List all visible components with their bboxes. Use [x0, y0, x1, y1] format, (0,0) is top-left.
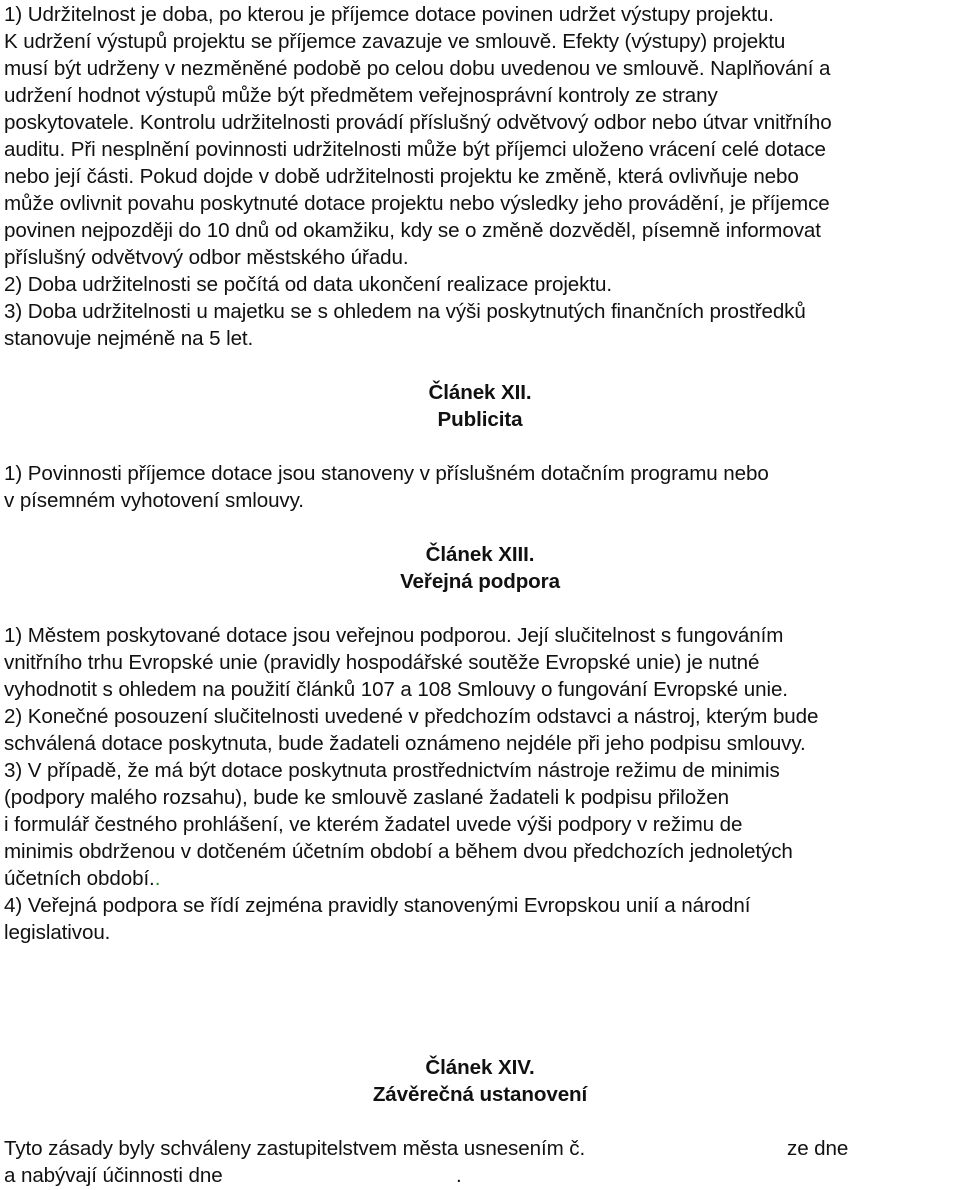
- article-heading: Článek XIV.: [425, 1056, 535, 1079]
- paragraph-line: příslušný odvětvový odbor městského úřadu.: [4, 246, 409, 269]
- approval-line-text: Tyto zásady byly schváleny zastupitelstvem města usnesením č.: [4, 1137, 586, 1160]
- paragraph-line: 3) Doba udržitelnosti u majetku se s ohledem na výši poskytnutých finančních prostředků: [4, 300, 806, 323]
- paragraph-line: povinen nejpozději do 10 dnů od okamžiku, kdy se o změně dozvěděl, písemně informovat: [4, 219, 821, 242]
- effective-line-dot: .: [456, 1164, 462, 1187]
- paragraph-line: poskytovatele. Kontrolu udržitelnosti provádí příslušný odvětvový odbor nebo útvar vnitřního: [4, 111, 832, 134]
- paragraph-line: v písemném vyhotovení smlouvy.: [4, 489, 304, 512]
- paragraph-line: i formulář čestného prohlášení, ve kterém žadatel uvede výši podpory v režimu de: [4, 813, 743, 836]
- paragraph-line: nebo její části. Pokud dojde v době udržitelnosti projektu ke změně, která ovlivňuje nebo: [4, 165, 799, 188]
- paragraph-line: může ovlivnit povahu poskytnuté dotace projektu nebo výsledky jeho provádění, je příjemce: [4, 192, 830, 215]
- paragraph-line: 2) Konečné posouzení slučitelnosti uvedené v předchozím odstavci a nástroj, kterým bude: [4, 705, 819, 728]
- paragraph-line: 2) Doba udržitelnosti se počítá od data ukončení realizace projektu.: [4, 273, 612, 296]
- paragraph-line: 4) Veřejná podpora se řídí zejména pravidly stanovenými Evropskou unií a národní: [4, 894, 751, 917]
- approval-date-label: ze dne: [787, 1137, 849, 1160]
- paragraph-line: 3) V případě, že má být dotace poskytnuta prostřednictvím nástroje režimu de minimis: [4, 759, 780, 782]
- document-page: [4, 0, 958, 1190]
- paragraph-line: 1) Povinnosti příjemce dotace jsou stanoveny v příslušném dotačním programu nebo: [4, 462, 769, 485]
- paragraph-line: schválená dotace poskytnuta, bude žadateli oznámeno nejdéle při jeho podpisu smlouvy.: [4, 732, 806, 755]
- article-heading: Článek XII.: [428, 381, 532, 404]
- paragraph-line: 1) Městem poskytované dotace jsou veřejnou podporou. Její slučitelnost s fungováním: [4, 624, 784, 647]
- article-title: Závěrečná ustanovení: [372, 1083, 588, 1106]
- paragraph-line: minimis obdrženou v dotčeném účetním období a během dvou předchozích jednoletých: [4, 840, 793, 863]
- paragraph-line: auditu. Při nesplnění povinnosti udržitelnosti může být příjemci uloženo vrácení celé dotace: [4, 138, 826, 161]
- paragraph-line: udržení hodnot výstupů může být předmětem veřejnosprávní kontroly ze strany: [4, 84, 718, 107]
- article-heading: Článek XIII.: [425, 543, 535, 566]
- paragraph-line: (podpory malého rozsahu), bude ke smlouvě zaslané žadateli k podpisu přiložen: [4, 786, 729, 809]
- paragraph-line: vnitřního trhu Evropské unie (pravidly hospodářské soutěže Evropské unie) je nutné: [4, 651, 760, 674]
- trailing-dot: .: [154, 867, 161, 890]
- paragraph-line: stanovuje nejméně na 5 let.: [4, 327, 254, 350]
- paragraph-line: [4, 865, 160, 892]
- paragraph-line: K udržení výstupů projektu se příjemce zavazuje ve smlouvě. Efekty (výstupy) projektu: [4, 30, 786, 53]
- paragraph-line: legislativou.: [4, 921, 111, 944]
- article-title: Publicita: [437, 408, 523, 431]
- effective-line-text: a nabývají účinnosti dne: [4, 1164, 223, 1187]
- paragraph-line: vyhodnotit s ohledem na použití článků 107 a 108 Smlouvy o fungování Evropské unie.: [4, 678, 788, 701]
- paragraph-line: 1) Udržitelnost je doba, po kterou je příjemce dotace povinen udržet výstupy projektu.: [4, 3, 774, 26]
- paragraph-line: musí být udrženy v nezměněné podobě po celou dobu uvedenou ve smlouvě. Naplňování a: [4, 57, 831, 80]
- paragraph-line-text: účetních období.: [4, 867, 155, 890]
- article-title: Veřejná podpora: [400, 570, 560, 593]
